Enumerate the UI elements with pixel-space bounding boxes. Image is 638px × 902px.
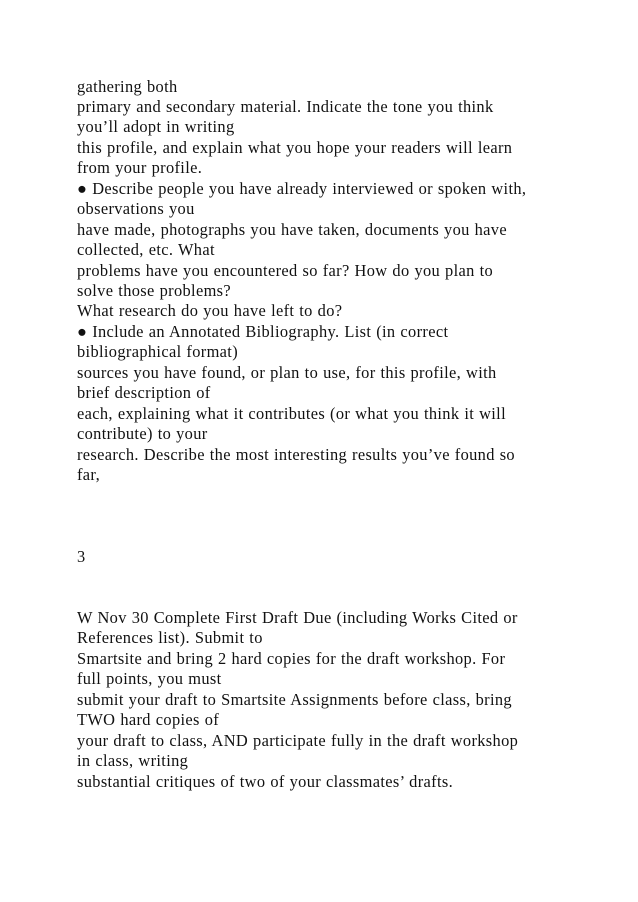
text-line: submit your draft to Smartsite Assignments before class, bring xyxy=(77,690,512,709)
text-line: What research do you have left to do? xyxy=(77,301,343,320)
text-line: primary and secondary material. Indicate the tone you think xyxy=(77,97,494,116)
text-line: far, xyxy=(77,465,101,484)
text-line: gathering both xyxy=(77,77,178,96)
text-line: your draft to class, AND participate fully in the draft workshop xyxy=(77,731,519,750)
text-line: contribute) to your xyxy=(77,424,208,443)
bullet-item: ● Include an Annotated Bibliography. List (in correct xyxy=(77,322,449,341)
text-line: each, explaining what it contributes (or what you think it will xyxy=(77,404,506,423)
text-line: solve those problems? xyxy=(77,281,232,300)
text-line: Smartsite and bring 2 hard copies for the draft workshop. For xyxy=(77,649,506,668)
text-line: bibliographical format) xyxy=(77,342,239,361)
text-line: problems have you encountered so far? How do you plan to xyxy=(77,261,494,280)
text-line: observations you xyxy=(77,199,195,218)
text-line: brief description of xyxy=(77,383,211,402)
text-line: TWO hard copies of xyxy=(77,710,220,729)
text-line: W Nov 30 Complete First Draft Due (including Works Cited or xyxy=(77,608,518,627)
text-line: this profile, and explain what you hope your readers will learn xyxy=(77,138,513,157)
text-line: research. Describe the most interesting results you’ve found so xyxy=(77,445,515,464)
text-line: in class, writing xyxy=(77,751,189,770)
text-line: from your profile. xyxy=(77,158,203,177)
text-line: have made, photographs you have taken, documents you have xyxy=(77,220,507,239)
text-line: full points, you must xyxy=(77,669,222,688)
bullet-item: ● Describe people you have already interviewed or spoken with, xyxy=(77,179,527,198)
text-line: References list). Submit to xyxy=(77,628,263,647)
text-line: you’ll adopt in writing xyxy=(77,117,235,136)
text-line: substantial critiques of two of your classmates’ drafts. xyxy=(77,772,454,791)
text-line: sources you have found, or plan to use, for this profile, with xyxy=(77,363,497,382)
text-line: collected, etc. What xyxy=(77,240,215,259)
page-number: 3 xyxy=(77,547,86,566)
